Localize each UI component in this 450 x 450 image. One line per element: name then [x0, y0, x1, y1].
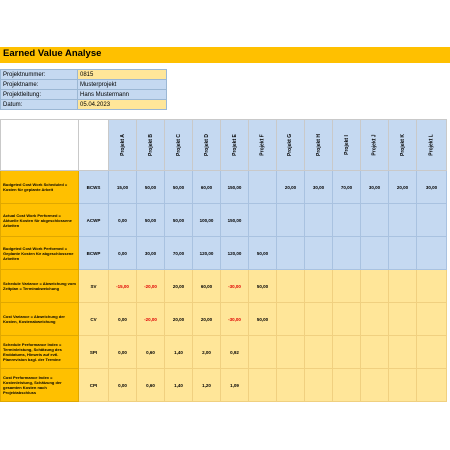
info-row [1, 90, 167, 100]
project-header-label: Projekt C [175, 134, 182, 156]
info-value[interactable]: Hans Mustermann [78, 90, 167, 100]
value-cell[interactable]: 0,92 [221, 336, 249, 369]
metric-description: Schedule Performance Index = Terminleistung, Schätzung des Enddatums, Hinweis auf evtl. Planrevision bzgl. der Termine [1, 336, 79, 369]
metric-description: Schedule Variance = Abweichung vom Zeitplan = Terminabweichung [1, 270, 79, 303]
value-cell[interactable]: 0,60 [137, 369, 165, 402]
value-cell[interactable] [333, 369, 361, 402]
value-cell[interactable] [277, 204, 305, 237]
project-header-label: Projekt F [259, 134, 266, 156]
value-cell[interactable]: 50,00 [137, 171, 165, 204]
info-label: Projektname: [1, 80, 78, 90]
metric-row-cv [1, 303, 447, 336]
value-cell[interactable]: 30,00 [361, 171, 389, 204]
value-cell[interactable]: 120,00 [193, 237, 221, 270]
value-cell[interactable]: -20,00 [137, 270, 165, 303]
value-cell[interactable]: -15,00 [109, 270, 137, 303]
value-cell[interactable]: -30,00 [221, 303, 249, 336]
project-header-cell[interactable] [417, 120, 447, 171]
empty-header-cell [79, 120, 109, 171]
metric-abbreviation: ACWP [79, 204, 109, 237]
metric-description: Actual Cost Work Performed = Aktuelle Kosten für abgeschlossene Arbeiten [1, 204, 79, 237]
value-cell[interactable] [361, 303, 389, 336]
value-cell[interactable] [305, 270, 333, 303]
metric-row-bcwp [1, 237, 447, 270]
value-cell[interactable]: 2,00 [193, 336, 221, 369]
project-header-label: Projekt B [147, 134, 154, 156]
value-cell[interactable] [417, 303, 447, 336]
value-cell[interactable]: 0,00 [109, 336, 137, 369]
metric-abbreviation: CV [79, 303, 109, 336]
value-cell[interactable]: 20,00 [193, 303, 221, 336]
value-cell[interactable]: 1,40 [165, 369, 193, 402]
value-cell[interactable]: 30,00 [417, 171, 447, 204]
value-cell[interactable]: 100,00 [193, 204, 221, 237]
project-header-label: Projekt L [428, 134, 435, 156]
value-cell[interactable]: 0,00 [109, 369, 137, 402]
value-cell[interactable] [417, 369, 447, 402]
value-cell[interactable]: 150,00 [221, 204, 249, 237]
project-header-cell[interactable] [109, 120, 137, 171]
info-value[interactable]: 05.04.2023 [78, 100, 167, 110]
project-header-cell[interactable] [165, 120, 193, 171]
value-cell[interactable]: 0,60 [137, 336, 165, 369]
metric-row-sv [1, 270, 447, 303]
project-header-label: Projekt H [315, 134, 322, 156]
project-header-cell[interactable] [333, 120, 361, 171]
metric-description: Cost Performance Index = Kostenleistung, Schätzung der gesamten Kosten nach Projektabschluss [1, 369, 79, 402]
value-cell[interactable]: 20,00 [277, 171, 305, 204]
project-header-cell[interactable] [193, 120, 221, 171]
value-cell[interactable] [361, 237, 389, 270]
value-cell[interactable] [361, 369, 389, 402]
value-cell[interactable]: 20,00 [165, 270, 193, 303]
project-header-cell[interactable] [305, 120, 333, 171]
project-header-cell[interactable] [249, 120, 277, 171]
project-header-label: Projekt I [343, 135, 350, 155]
info-label: Projektleitung: [1, 90, 78, 100]
info-value[interactable]: 0815 [78, 70, 167, 80]
info-row [1, 70, 167, 80]
metric-abbreviation: BCWS [79, 171, 109, 204]
project-info-table [0, 69, 167, 110]
metric-row-bcws [1, 171, 447, 204]
value-cell[interactable] [361, 270, 389, 303]
value-cell[interactable] [277, 270, 305, 303]
value-cell[interactable] [389, 237, 417, 270]
metric-abbreviation: CPI [79, 369, 109, 402]
value-cell[interactable]: 15,00 [109, 171, 137, 204]
value-cell[interactable] [333, 204, 361, 237]
value-cell[interactable] [389, 369, 417, 402]
value-cell[interactable] [417, 204, 447, 237]
value-cell[interactable]: 0,00 [109, 204, 137, 237]
value-cell[interactable] [417, 336, 447, 369]
value-cell[interactable]: 60,00 [193, 270, 221, 303]
project-header-label: Projekt K [399, 134, 406, 156]
value-cell[interactable] [305, 237, 333, 270]
metric-abbreviation: SV [79, 270, 109, 303]
info-value[interactable]: Musterprojekt [78, 80, 167, 90]
info-label: Datum: [1, 100, 78, 110]
value-cell[interactable]: 50,00 [249, 303, 277, 336]
value-cell[interactable]: 20,00 [389, 171, 417, 204]
value-cell[interactable] [305, 204, 333, 237]
metric-abbreviation: BCWP [79, 237, 109, 270]
project-header-label: Projekt J [371, 134, 378, 156]
value-cell[interactable] [249, 369, 277, 402]
value-cell[interactable]: 1,09 [221, 369, 249, 402]
metric-row-acwp [1, 204, 447, 237]
value-cell[interactable] [249, 171, 277, 204]
metric-description: Budgeted Cost Work Performed = Geplante Kosten für abgeschlossene Arbeiten [1, 237, 79, 270]
value-cell[interactable]: 150,00 [221, 171, 249, 204]
value-cell[interactable]: -20,00 [137, 303, 165, 336]
value-cell[interactable]: 60,00 [193, 171, 221, 204]
value-cell[interactable] [333, 303, 361, 336]
metric-abbreviation: SPI [79, 336, 109, 369]
value-cell[interactable] [361, 336, 389, 369]
project-header-cell[interactable] [221, 120, 249, 171]
value-cell[interactable]: 70,00 [333, 171, 361, 204]
value-cell[interactable] [417, 270, 447, 303]
project-header-label: Projekt D [203, 134, 210, 156]
project-header-cell[interactable] [389, 120, 417, 171]
value-cell[interactable]: 70,00 [165, 237, 193, 270]
value-cell[interactable] [333, 237, 361, 270]
project-header-row [1, 120, 447, 171]
value-cell[interactable] [249, 204, 277, 237]
value-cell[interactable]: 0,00 [109, 237, 137, 270]
metric-row-spi [1, 336, 447, 369]
value-cell[interactable]: 1,20 [193, 369, 221, 402]
value-cell[interactable]: 50,00 [165, 204, 193, 237]
value-cell[interactable]: 50,00 [249, 237, 277, 270]
earned-value-grid [0, 119, 447, 402]
metric-row-cpi [1, 369, 447, 402]
value-cell[interactable] [277, 237, 305, 270]
value-cell[interactable] [417, 237, 447, 270]
sheet-title-bar [0, 47, 450, 63]
value-cell[interactable]: 1,40 [165, 336, 193, 369]
value-cell[interactable]: -30,00 [221, 270, 249, 303]
info-row [1, 100, 167, 110]
value-cell[interactable]: 50,00 [165, 171, 193, 204]
value-cell[interactable]: 0,00 [109, 303, 137, 336]
value-cell[interactable] [249, 336, 277, 369]
value-cell[interactable] [277, 336, 305, 369]
value-cell[interactable]: 20,00 [165, 303, 193, 336]
value-cell[interactable] [361, 204, 389, 237]
value-cell[interactable]: 30,00 [305, 171, 333, 204]
metric-description: Budgeted Cost Work Scheduled = Kosten für geplante Arbeit [1, 171, 79, 204]
value-cell[interactable] [277, 303, 305, 336]
value-cell[interactable] [277, 369, 305, 402]
value-cell[interactable]: 50,00 [137, 204, 165, 237]
info-row [1, 80, 167, 90]
value-cell[interactable] [389, 204, 417, 237]
value-cell[interactable] [389, 270, 417, 303]
value-cell[interactable] [389, 303, 417, 336]
value-cell[interactable]: 30,00 [137, 237, 165, 270]
project-header-cell[interactable] [137, 120, 165, 171]
value-cell[interactable] [305, 369, 333, 402]
project-header-cell[interactable] [361, 120, 389, 171]
info-label: Projektnummer: [1, 70, 78, 80]
value-cell[interactable] [389, 336, 417, 369]
metric-description: Cost Variance = Abweichung der Kosten, Kostenabweichung [1, 303, 79, 336]
empty-header-cell [1, 120, 79, 171]
value-cell[interactable]: 120,00 [221, 237, 249, 270]
value-cell[interactable] [305, 303, 333, 336]
project-header-label: Projekt E [231, 134, 238, 156]
value-cell[interactable] [333, 336, 361, 369]
value-cell[interactable]: 50,00 [249, 270, 277, 303]
project-header-label: Projekt G [287, 133, 294, 157]
value-cell[interactable] [305, 336, 333, 369]
project-header-cell[interactable] [277, 120, 305, 171]
sheet-title: Earned Value Analyse [3, 48, 102, 59]
project-header-label: Projekt A [119, 134, 126, 156]
value-cell[interactable] [333, 270, 361, 303]
